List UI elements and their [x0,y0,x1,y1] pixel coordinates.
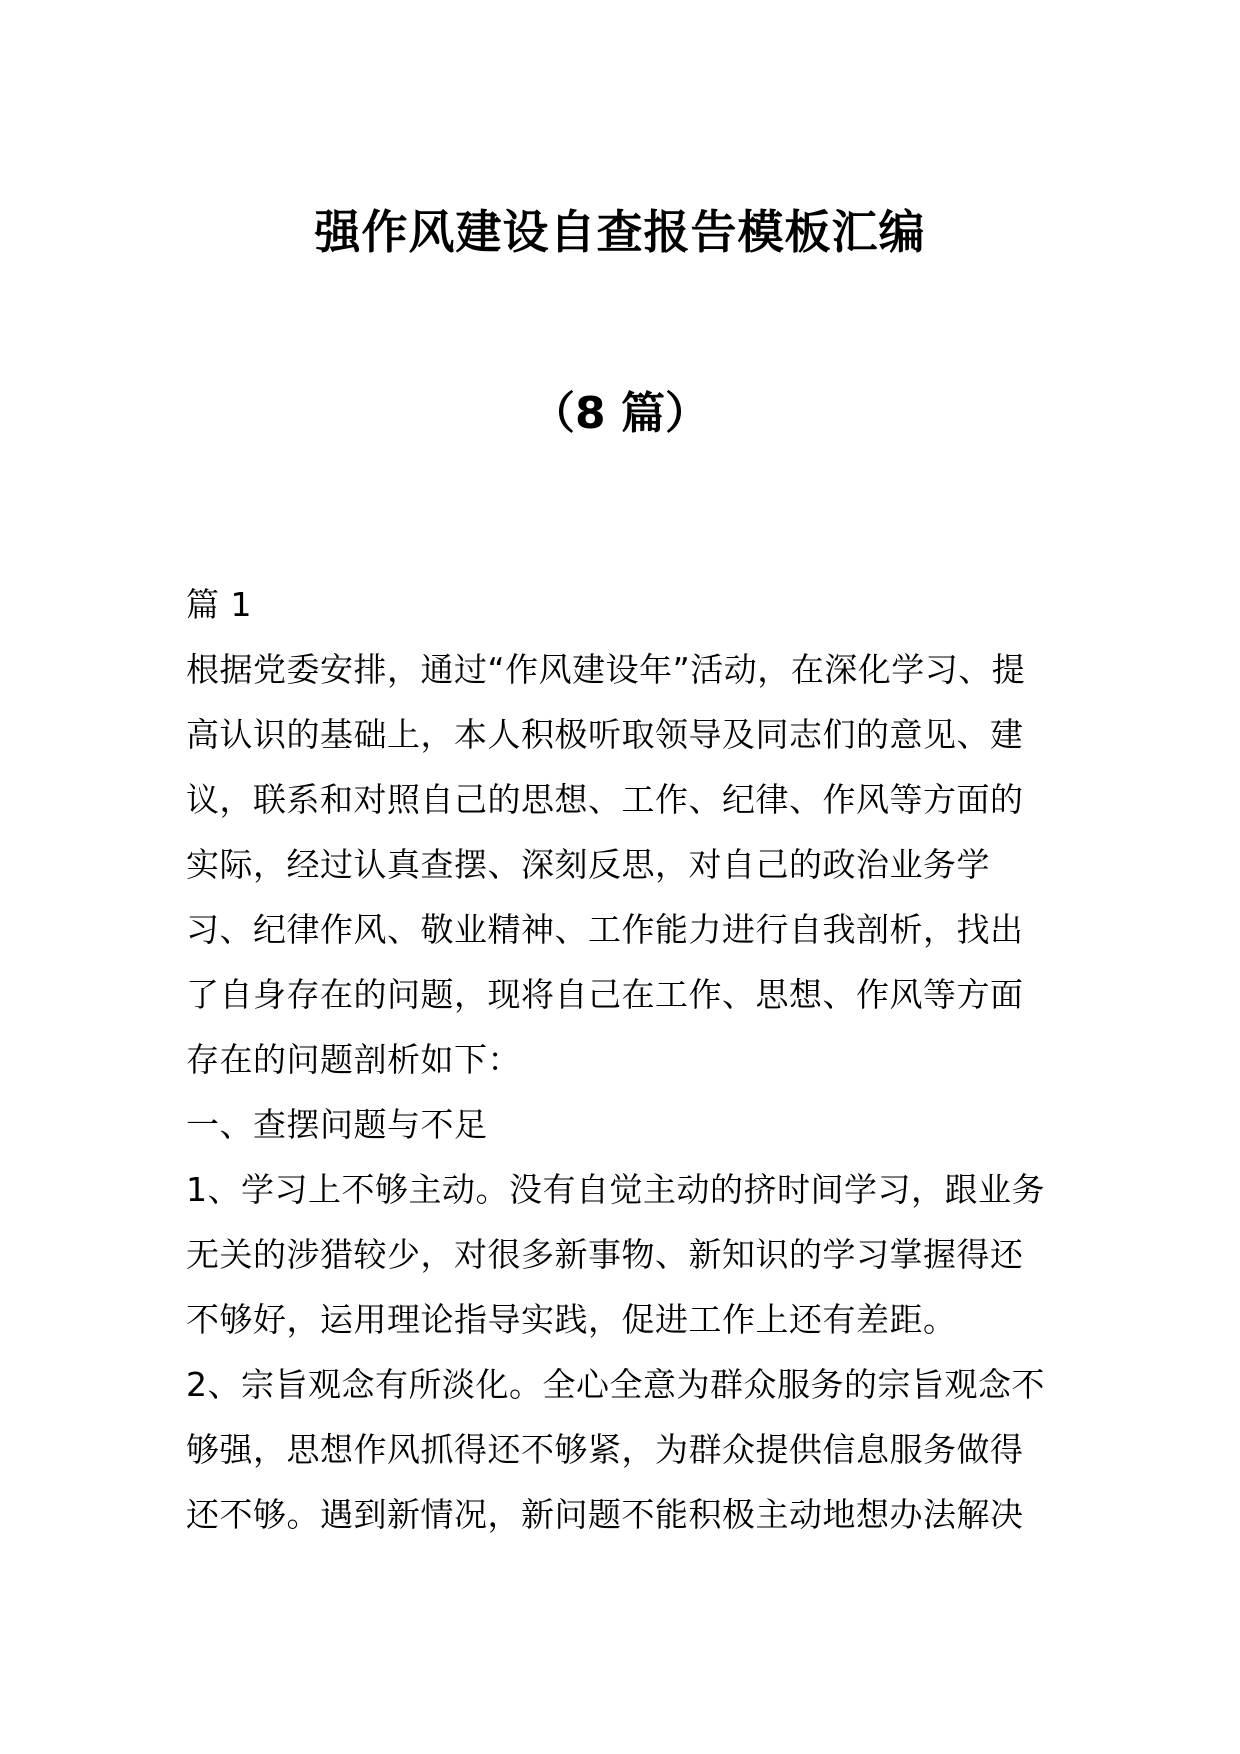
document-title: 强作风建设自查报告模板汇编 [314,205,926,259]
paragraph-item-2: 2、宗旨观念有所淡化。全心全意为群众服务的宗旨观念不够强，思想作风抓得还不够紧，为群众提供信息服务做得还不够。遇到新情况，新问题不能积极主动地想办法解决 [186,1365,1045,1534]
document-body [186,572,1056,1547]
paragraph-item-1: 1、学习上不够主动。没有自觉主动的挤时间学习，跟业务无关的涉猎较少，对很多新事物、新知识的学习掌握得还不够好，运用理论指导实践，促进工作上还有差距。 [186,1170,1045,1339]
section-label: 篇 1 [186,585,252,624]
heading-problems: 一、查摆问题与不足 [186,1105,488,1144]
document-subtitle: （8 篇） [531,388,709,439]
paragraph-intro: 根据党委安排，通过“作风建设年”活动，在深化学习、提高认识的基础上，本人积极听取领导及同志们的意见、建议，联系和对照自己的思想、工作、纪律、作风等方面的实际，经过认真查摆、深刻反思，对自己的政治业务学习、纪律作风、敬业精神、工作能力进行自我剖析，找出了自身存在的问题，现将自己在工作、思想、作风等方面存在的问题剖析如下： [186,650,1026,1079]
